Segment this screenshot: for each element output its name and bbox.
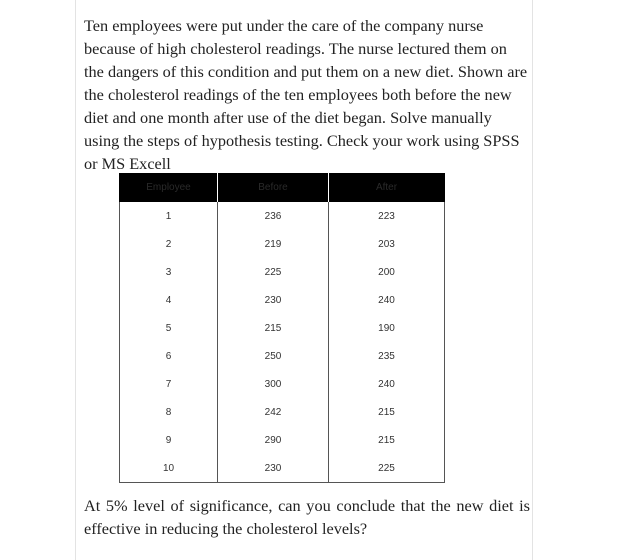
cholesterol-readings-table (119, 173, 445, 483)
cell-after: 215 (329, 398, 445, 426)
problem-statement: Ten employees were put under the care of the company nurse because of high cholesterol readings. The nurse lectured them on the dangers of this condition and put them on a new diet. Shown are the cholesterol readings of the ten employees both before the new diet and one month after use of the diet began. Solve manually using the steps of hypothesis testing. Check your work using SPSS or MS Excell (84, 16, 528, 173)
table-row (120, 314, 445, 342)
table-row (120, 426, 445, 454)
cell-employee: 9 (120, 426, 218, 454)
cell-employee: 2 (120, 230, 218, 258)
cell-before: 300 (218, 370, 329, 398)
cell-after: 223 (329, 202, 445, 230)
table-row (120, 454, 445, 483)
cell-employee: 10 (120, 454, 218, 483)
table-row (120, 370, 445, 398)
cell-after: 240 (329, 370, 445, 398)
cell-after: 215 (329, 426, 445, 454)
cell-before: 230 (218, 454, 329, 483)
document-page (75, 0, 533, 560)
cell-before: 219 (218, 230, 329, 258)
cell-after: 240 (329, 286, 445, 314)
cell-employee: 1 (120, 202, 218, 230)
cell-employee: 4 (120, 286, 218, 314)
table-header-row (120, 173, 445, 202)
cell-before: 230 (218, 286, 329, 314)
cell-before: 242 (218, 398, 329, 426)
cell-employee: 5 (120, 314, 218, 342)
header-before: Before (218, 173, 329, 202)
cell-after: 225 (329, 454, 445, 483)
cell-employee: 8 (120, 398, 218, 426)
cell-employee: 7 (120, 370, 218, 398)
cell-after: 200 (329, 258, 445, 286)
table-row (120, 286, 445, 314)
cell-after: 235 (329, 342, 445, 370)
cell-after: 203 (329, 230, 445, 258)
table-row (120, 202, 445, 230)
cell-before: 225 (218, 258, 329, 286)
cell-employee: 6 (120, 342, 218, 370)
cell-before: 215 (218, 314, 329, 342)
cell-before: 236 (218, 202, 329, 230)
question-text: At 5% level of significance, can you conclude that the new diet is effective in reducing the cholesterol levels? (84, 496, 530, 538)
header-employee: Employee (120, 173, 218, 202)
table-row (120, 230, 445, 258)
header-after: After (329, 173, 445, 202)
cholesterol-table-container (119, 173, 445, 483)
table-row (120, 398, 445, 426)
cell-before: 250 (218, 342, 329, 370)
table-row (120, 258, 445, 286)
table-row (120, 342, 445, 370)
cell-employee: 3 (120, 258, 218, 286)
cell-before: 290 (218, 426, 329, 454)
cell-after: 190 (329, 314, 445, 342)
